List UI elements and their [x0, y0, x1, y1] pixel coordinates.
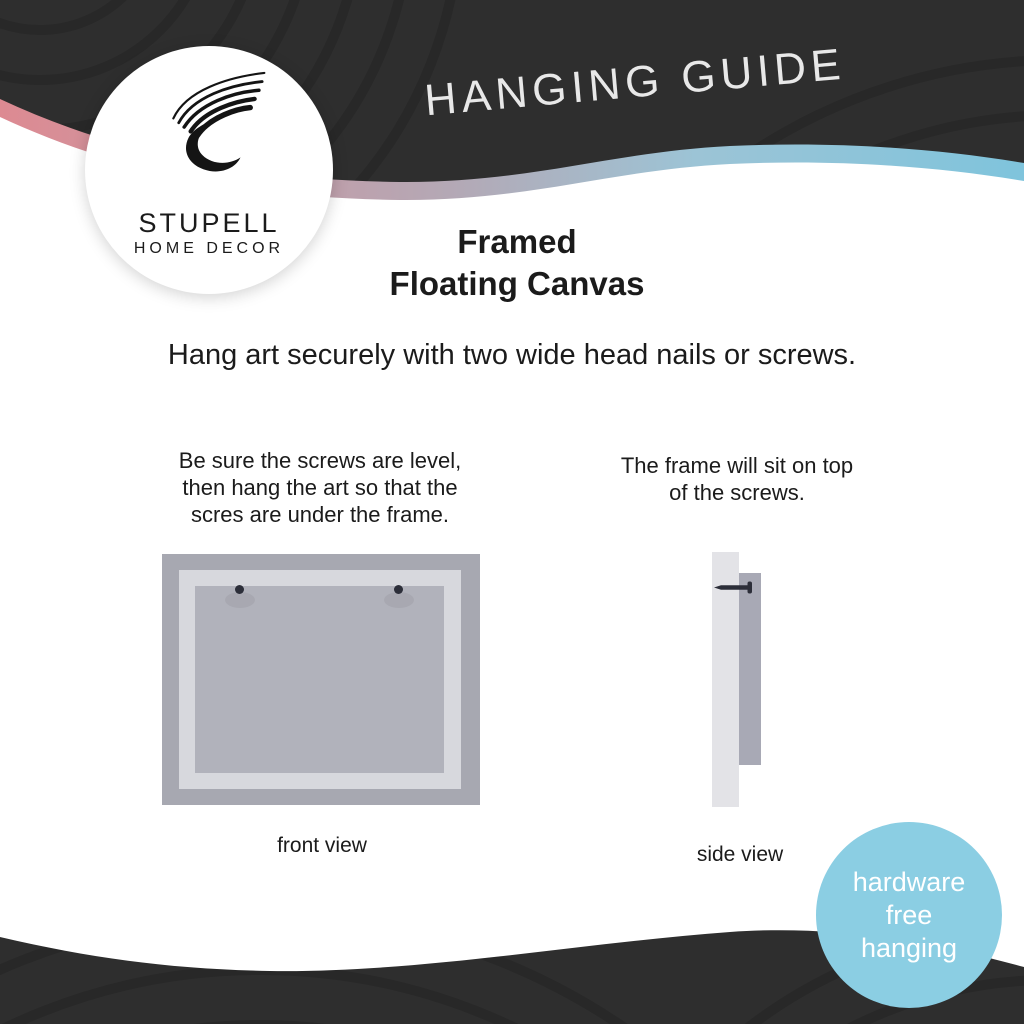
side-note-line: The frame will sit on top — [620, 453, 854, 478]
screw-dot-right — [394, 585, 403, 594]
screw-dot-left — [235, 585, 244, 594]
front-note-line: then hang the art so that the — [182, 475, 458, 500]
frame-canvas — [195, 586, 444, 773]
frame-mat — [179, 570, 461, 789]
screw-shadow — [384, 592, 414, 608]
brand-name: STUPELL — [138, 208, 280, 238]
product-title — [267, 221, 767, 305]
side-view-frame-edge — [739, 573, 761, 765]
main-instruction: Hang art securely with two wide head nails or screws. — [167, 339, 857, 371]
front-note-line: scres are under the frame. — [190, 502, 449, 527]
screw-shadow — [225, 592, 255, 608]
badge-line1: hardware — [852, 866, 966, 897]
front-note-line: Be sure the screws are level, — [178, 448, 462, 473]
brand-tagline: HOME DECOR — [133, 240, 285, 257]
side-view-label: side view — [696, 843, 784, 866]
side-note-line: of the screws. — [669, 480, 805, 505]
product-title-line2: Floating Canvas — [389, 265, 645, 302]
nail-icon — [714, 580, 756, 595]
header-title: HANGING GUIDE — [422, 39, 848, 126]
badge-line3: hanging — [860, 932, 958, 963]
stupell-logo-icon — [143, 68, 273, 210]
side-view-note — [587, 452, 887, 506]
badge-line2: free — [885, 899, 933, 930]
front-view-note — [150, 447, 490, 528]
front-view-diagram — [162, 554, 480, 805]
hardware-free-badge — [816, 822, 1002, 1008]
product-title-line1: Framed — [457, 223, 577, 260]
front-view-label: front view — [277, 834, 367, 857]
